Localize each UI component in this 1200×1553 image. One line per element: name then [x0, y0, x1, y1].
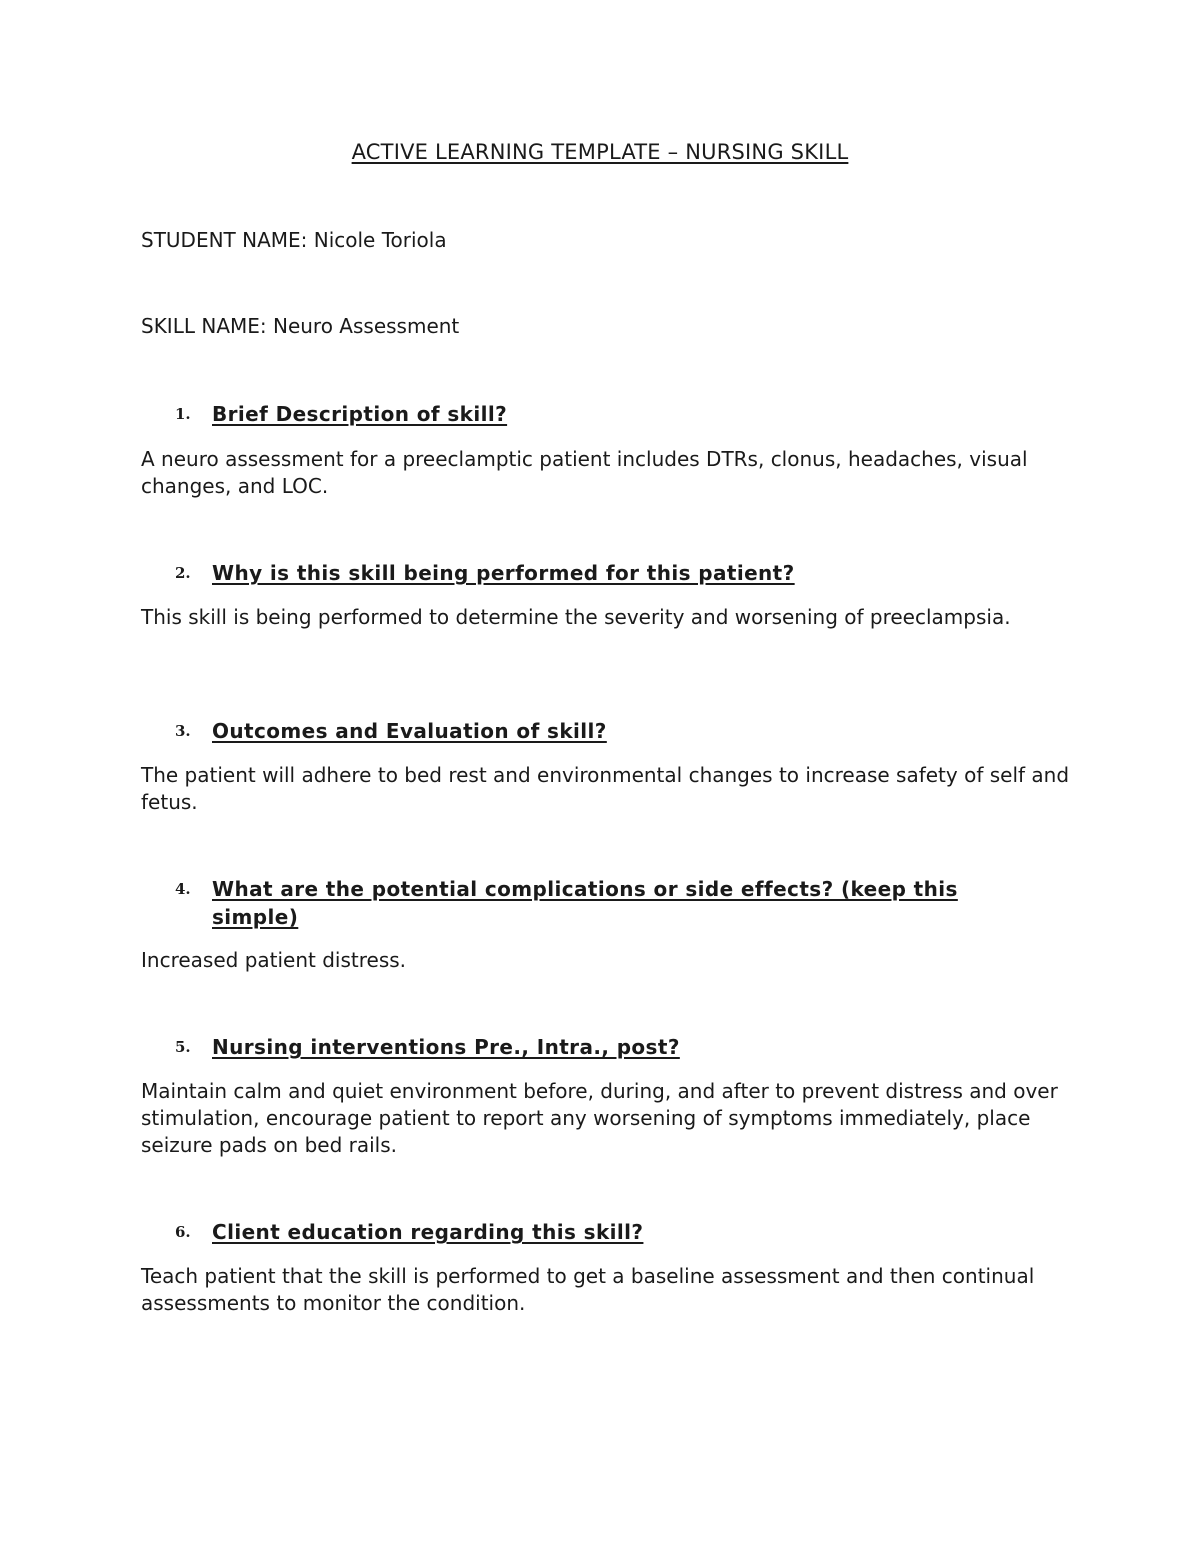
section-3-heading-text: Outcomes and Evaluation of skill?: [212, 719, 607, 743]
section-1-heading: [141, 400, 1041, 428]
section-6-heading-text: Client education regarding this skill?: [212, 1220, 644, 1244]
section-3-number: 3.: [175, 722, 191, 740]
section-4-heading-text: What are the potential complications or side effects? (keep this simple): [212, 877, 958, 929]
section-5-body: Maintain calm and quiet environment before, during, and after to prevent distress and over stimulation, encourage patient to report any worsening of symptoms immediately, place seizure pads on bed rails.: [141, 1079, 1058, 1157]
section-6-heading: [141, 1218, 1041, 1246]
section-1-heading-text: Brief Description of skill?: [212, 402, 508, 426]
section-1-number: 1.: [175, 405, 191, 423]
section-2-heading-text: Why is this skill being performed for this patient?: [212, 561, 795, 585]
document-title: ACTIVE LEARNING TEMPLATE – NURSING SKILL: [351, 140, 849, 164]
section-2-heading: [141, 559, 1041, 587]
section-6-number: 6.: [175, 1223, 191, 1241]
skill-name-line: SKILL NAME: Neuro Assessment: [141, 314, 460, 338]
section-4-body: Increased patient distress.: [141, 948, 407, 972]
section-5-number: 5.: [175, 1038, 191, 1056]
section-3-heading: [141, 717, 1041, 745]
section-2-body: This skill is being performed to determine the severity and worsening of preeclampsia.: [141, 605, 1011, 629]
section-4-number: 4.: [175, 880, 191, 898]
section-5-heading-text: Nursing interventions Pre., Intra., post?: [212, 1035, 680, 1059]
section-2-number: 2.: [175, 564, 191, 582]
student-name-line: STUDENT NAME: Nicole Toriola: [141, 228, 447, 252]
section-4-heading: [141, 875, 1021, 931]
section-5-heading: [141, 1033, 1041, 1061]
section-3-body: The patient will adhere to bed rest and environmental changes to increase safety of self and fetus.: [141, 763, 1070, 814]
section-6-body: Teach patient that the skill is performed to get a baseline assessment and then continual assessments to monitor the condition.: [141, 1264, 1035, 1315]
section-1-body: A neuro assessment for a preeclamptic patient includes DTRs, clonus, headaches, visual changes, and LOC.: [141, 447, 1028, 498]
